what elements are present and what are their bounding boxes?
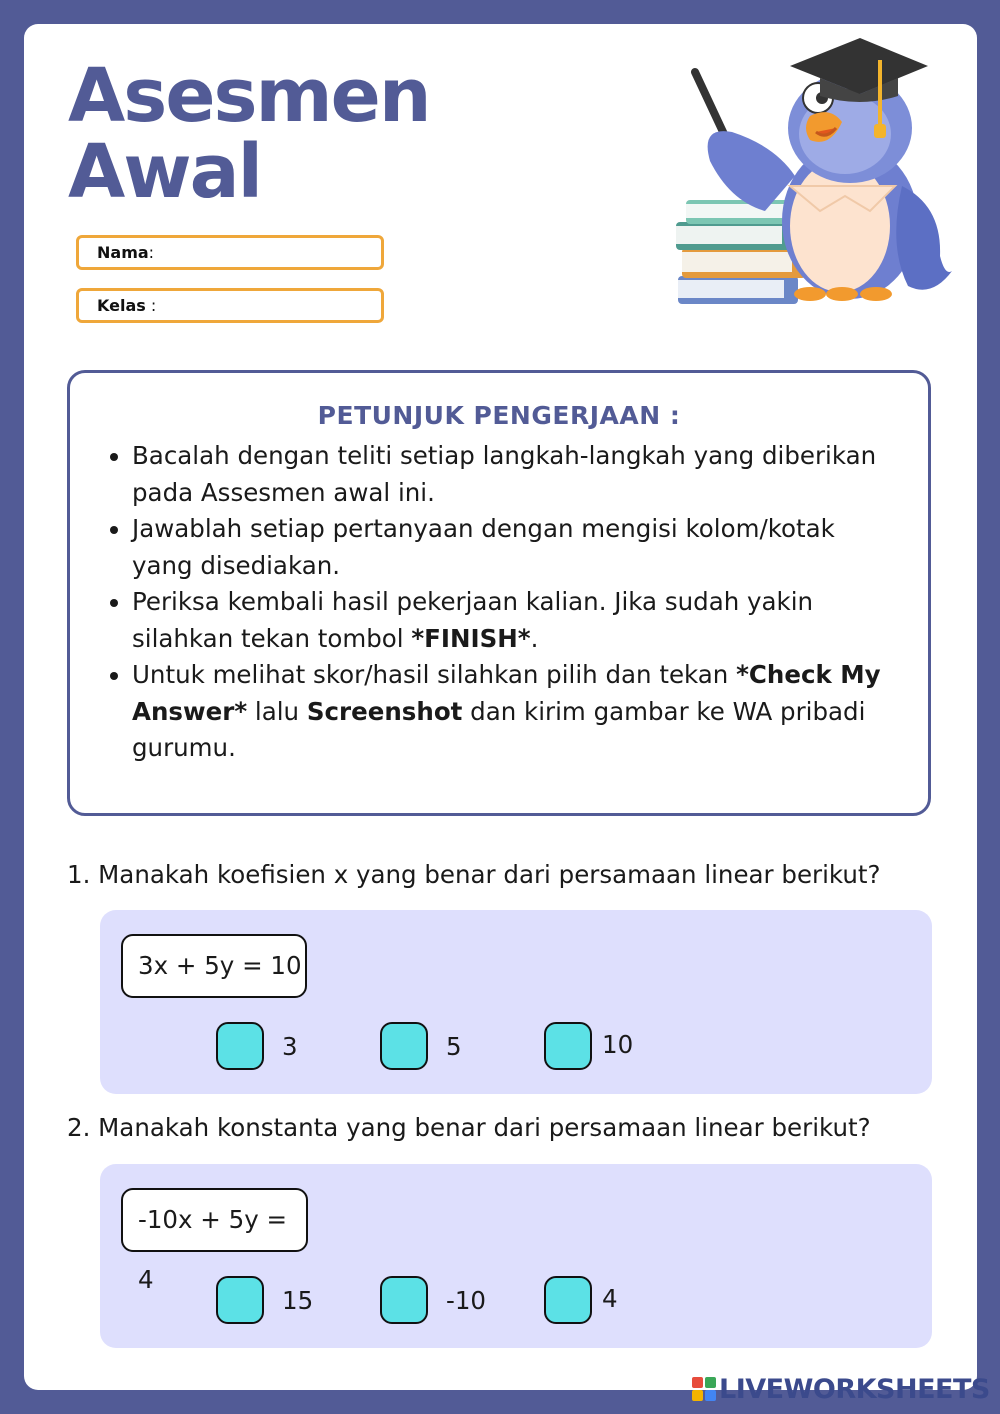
nama-field[interactable]: Nama:	[76, 235, 384, 270]
option-label: 15	[282, 1286, 314, 1315]
title-line-1: Asesmen	[68, 53, 430, 139]
brand-name: LIVEWORKSHEETS	[719, 1373, 990, 1405]
question-2-text: 2. Manakah konstanta yang benar dari persamaan linear berikut?	[67, 1113, 871, 1142]
instruction-text: Periksa kembali hasil pekerjaan kalian. Jika sudah yakin silahkan tekan tombol	[132, 587, 814, 653]
instructions-list	[70, 438, 928, 767]
instruction-text: Bacalah dengan teliti setiap langkah-langkah yang diberikan pada Assesmen awal ini.	[132, 441, 877, 507]
instructions-box	[67, 370, 931, 816]
answer-checkbox[interactable]	[380, 1276, 428, 1324]
option-label: -10	[446, 1286, 487, 1315]
check-answer-keyword: *Check My Answer*	[132, 660, 881, 726]
finish-keyword: *FINISH*	[411, 623, 531, 653]
liveworksheets-brand[interactable]	[692, 1372, 990, 1406]
instruction-item	[132, 657, 898, 767]
kelas-field[interactable]: Kelas :	[76, 288, 384, 323]
instruction-text: Untuk melihat skor/hasil silahkan pilih dan tekan	[132, 660, 737, 689]
kelas-label: Kelas	[97, 296, 146, 315]
instruction-item	[132, 584, 898, 657]
answer-checkbox[interactable]	[216, 1022, 264, 1070]
nama-label: Nama	[97, 243, 149, 262]
answer-checkbox[interactable]	[216, 1276, 264, 1324]
question-1-equation: 3x + 5y = 10	[121, 934, 307, 998]
option-label: 5	[446, 1032, 462, 1061]
kelas-input[interactable]	[162, 292, 366, 320]
option-label: 10	[602, 1030, 634, 1059]
page-title	[68, 53, 430, 215]
owl-teacher-illustration	[670, 36, 955, 311]
option-label: 4	[602, 1284, 618, 1313]
instruction-item	[132, 438, 898, 511]
question-2-panel	[100, 1164, 932, 1348]
instructions-heading: PETUNJUK PENGERJAAN :	[317, 401, 681, 430]
instruction-text: Jawablah setiap pertanyaan dengan mengisi kolom/kotak yang disediakan.	[132, 514, 835, 580]
title-line-2: Awal	[68, 129, 261, 215]
answer-checkbox[interactable]	[380, 1022, 428, 1070]
instruction-text: dan kirim gambar ke WA pribadi gurumu.	[132, 696, 866, 762]
nama-input[interactable]	[160, 239, 364, 267]
question-1-text: 1. Manakah koefisien x yang benar dari persamaan linear berikut?	[67, 860, 881, 889]
instruction-text: lalu	[247, 696, 307, 726]
instruction-text: .	[530, 623, 539, 653]
option-label: 3	[282, 1032, 298, 1061]
screenshot-keyword: Screenshot	[306, 696, 463, 726]
instruction-item	[132, 511, 898, 584]
question-2-equation: -10x + 5y = 4	[121, 1188, 308, 1252]
liveworksheets-logo-icon	[692, 1377, 716, 1401]
question-1-panel	[100, 910, 932, 1094]
answer-checkbox[interactable]	[544, 1276, 592, 1324]
answer-checkbox[interactable]	[544, 1022, 592, 1070]
